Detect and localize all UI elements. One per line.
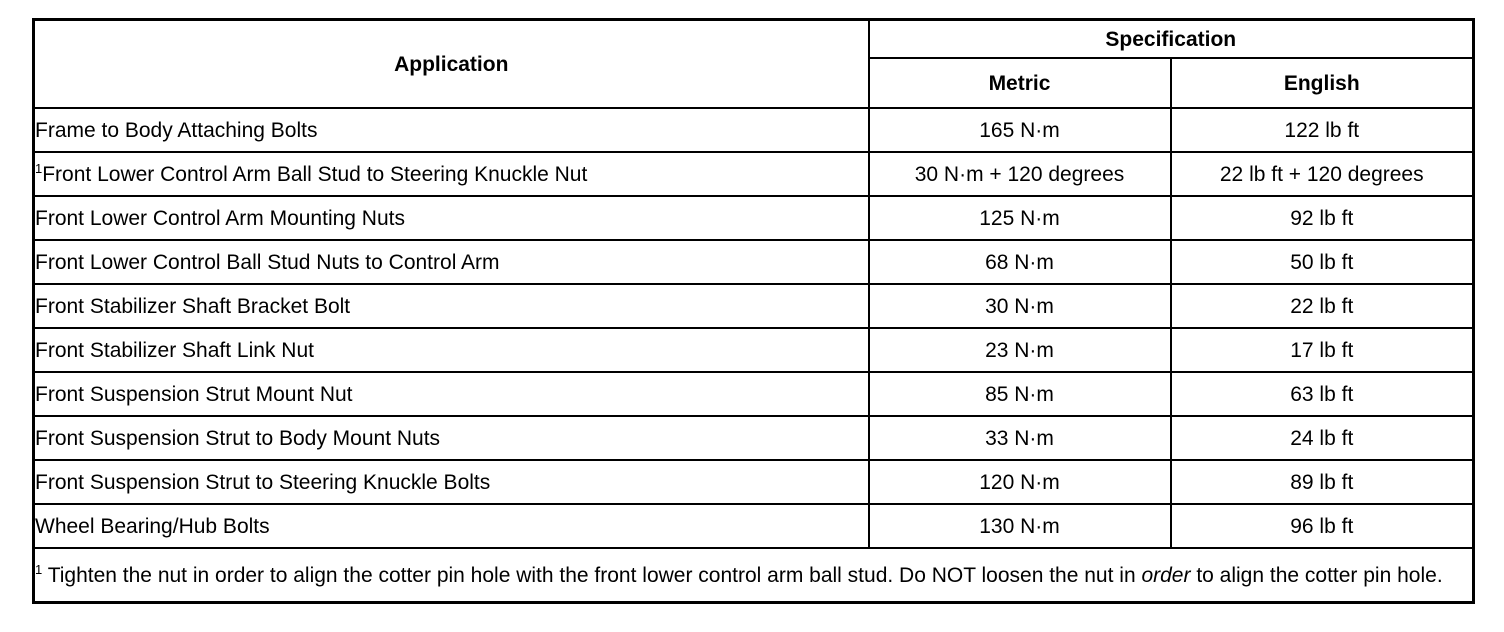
english-value-cell: 22 lb ft + 120 degrees xyxy=(1171,152,1474,196)
metric-value-cell: 23 N·m xyxy=(869,328,1171,372)
english-value-cell: 122 lb ft xyxy=(1171,108,1474,152)
footnote-text-end: to align the cotter pin hole. xyxy=(1190,563,1443,587)
english-value-cell: 89 lb ft xyxy=(1171,460,1474,504)
english-value-cell: 22 lb ft xyxy=(1171,284,1474,328)
english-value-cell: 50 lb ft xyxy=(1171,240,1474,284)
table-row xyxy=(34,504,1474,548)
metric-value-cell: 85 N·m xyxy=(869,372,1171,416)
metric-value-cell: 30 N·m xyxy=(869,284,1171,328)
application-text: Wheel Bearing/Hub Bolts xyxy=(35,514,270,538)
application-text: Front Lower Control Ball Stud Nuts to Control Arm xyxy=(35,250,500,274)
english-value-cell: 96 lb ft xyxy=(1171,504,1474,548)
english-value-cell: 17 lb ft xyxy=(1171,328,1474,372)
footnote xyxy=(34,548,1474,603)
table-row xyxy=(34,284,1474,328)
footnote-text: Tighten the nut in order to align the cotter pin hole with the front lower control arm ball stud. Do NOT loosen the nut in xyxy=(42,563,1142,587)
application-text: Front Stabilizer Shaft Link Nut xyxy=(35,338,314,362)
table-row xyxy=(34,416,1474,460)
metric-value-cell: 130 N·m xyxy=(869,504,1171,548)
application-text: Front Stabilizer Shaft Bracket Bolt xyxy=(35,294,351,318)
application-cell xyxy=(34,372,869,416)
application-cell xyxy=(34,196,869,240)
footnote-text-italic: order xyxy=(1141,563,1191,587)
application-text: Front Lower Control Arm Ball Stud to Steering Knuckle Nut xyxy=(42,162,588,186)
specification-column-header: Specification xyxy=(869,20,1474,59)
table-row xyxy=(34,372,1474,416)
metric-value-cell: 30 N·m + 120 degrees xyxy=(869,152,1171,196)
english-value-cell: 92 lb ft xyxy=(1171,196,1474,240)
metric-value-cell: 165 N·m xyxy=(869,108,1171,152)
application-cell xyxy=(34,108,869,152)
table-row xyxy=(34,196,1474,240)
application-text: Front Suspension Strut to Steering Knuckle Bolts xyxy=(35,470,491,494)
footnote-reference: 1 xyxy=(35,160,43,176)
application-cell xyxy=(34,460,869,504)
application-cell xyxy=(34,504,869,548)
metric-value-cell: 68 N·m xyxy=(869,240,1171,284)
table-row xyxy=(34,328,1474,372)
metric-value-cell: 125 N·m xyxy=(869,196,1171,240)
application-cell xyxy=(34,328,869,372)
english-value-cell: 24 lb ft xyxy=(1171,416,1474,460)
application-cell xyxy=(34,284,869,328)
application-cell xyxy=(34,240,869,284)
application-column-header: Application xyxy=(34,20,869,109)
english-value-cell: 63 lb ft xyxy=(1171,372,1474,416)
table-row xyxy=(34,460,1474,504)
application-cell xyxy=(34,152,869,196)
metric-column-header: Metric xyxy=(869,58,1171,108)
table-row xyxy=(34,240,1474,284)
metric-value-cell: 120 N·m xyxy=(869,460,1171,504)
application-text: Front Suspension Strut Mount Nut xyxy=(35,382,353,406)
table-row xyxy=(34,108,1474,152)
application-text: Front Lower Control Arm Mounting Nuts xyxy=(35,206,405,230)
footnote-marker: 1 xyxy=(35,561,43,577)
torque-specification-table xyxy=(32,18,1475,604)
application-text: Frame to Body Attaching Bolts xyxy=(35,118,318,142)
table-row xyxy=(34,152,1474,196)
english-column-header: English xyxy=(1171,58,1474,108)
application-cell xyxy=(34,416,869,460)
application-text: Front Suspension Strut to Body Mount Nuts xyxy=(35,426,441,450)
metric-value-cell: 33 N·m xyxy=(869,416,1171,460)
